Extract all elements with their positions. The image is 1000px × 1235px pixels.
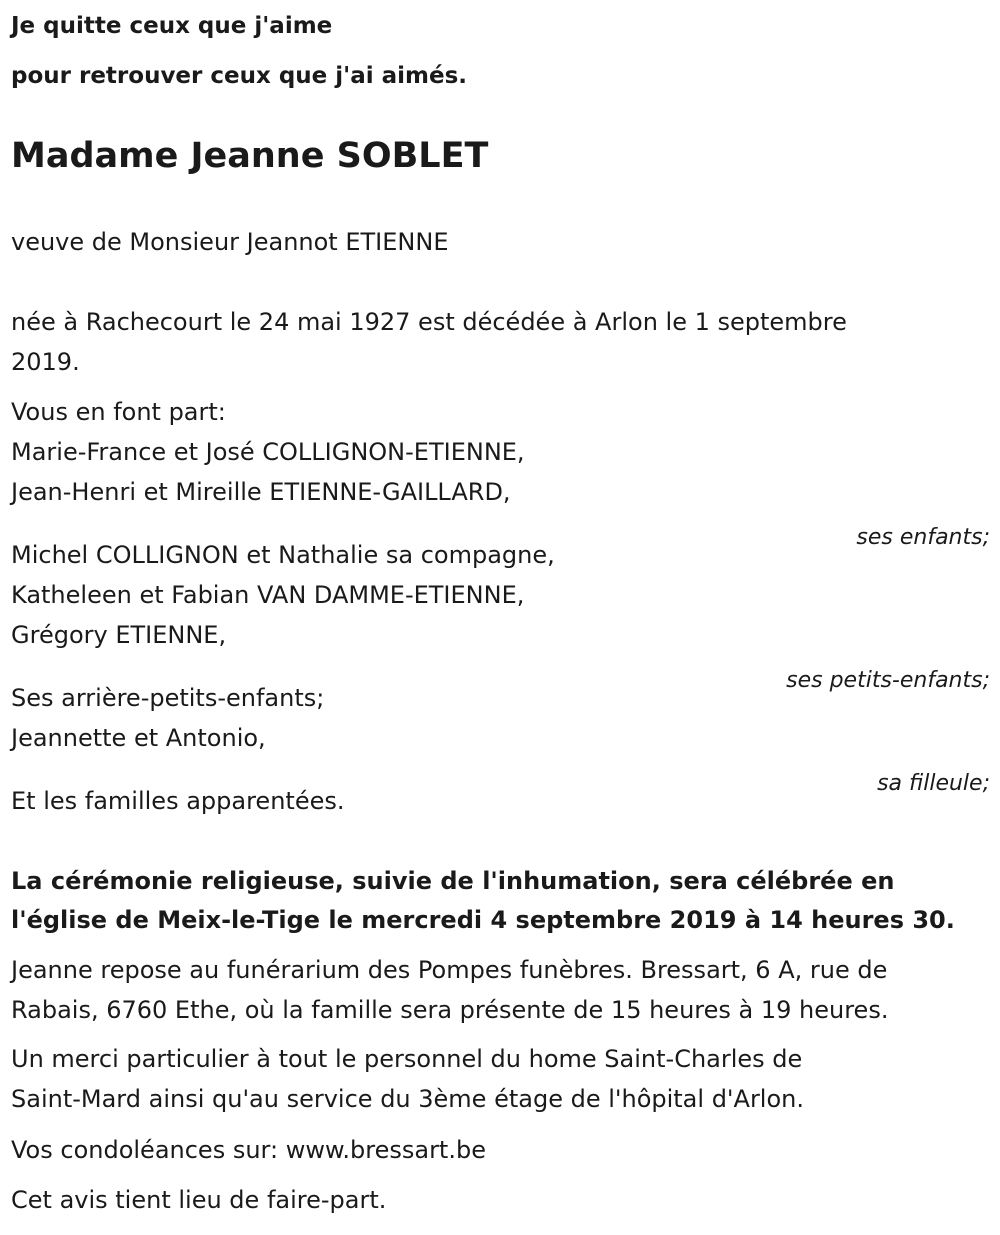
ceremony-line-2: l'église de Meix-le-Tige le mercredi 4 septembre 2019 à 14 heures 30. <box>11 906 955 934</box>
child-1: Marie-France et José COLLIGNON-ETIENNE, <box>11 438 525 466</box>
deceased-name: Madame Jeanne SOBLET <box>11 136 489 176</box>
grandchildren-role: ses petits-enfants; <box>786 668 990 693</box>
goddaughter: Jeannette et Antonio, <box>11 724 266 752</box>
thanks-line-2: Saint-Mard ainsi qu'au service du 3ème étage de l'hôpital d'Arlon. <box>11 1085 804 1113</box>
great-grandchildren: Ses arrière-petits-enfants; <box>11 684 325 712</box>
goddaughter-role: sa filleule; <box>877 771 990 796</box>
funeral-home-line-1: Jeanne repose au funérarium des Pompes funèbres. Bressart, 6 A, rue de <box>11 956 888 984</box>
children-role: ses enfants; <box>856 525 990 550</box>
widow-of: veuve de Monsieur Jeannot ETIENNE <box>11 228 449 256</box>
notice: Cet avis tient lieu de faire-part. <box>11 1186 387 1214</box>
grandchild-2: Katheleen et Fabian VAN DAMME-ETIENNE, <box>11 581 525 609</box>
condolences: Vos condoléances sur: www.bressart.be <box>11 1136 486 1164</box>
grandchild-3: Grégory ETIENNE, <box>11 621 227 649</box>
child-2: Jean-Henri et Mireille ETIENNE-GAILLARD, <box>11 478 511 506</box>
funeral-home-line-2: Rabais, 6760 Ethe, où la famille sera présente de 15 heures à 19 heures. <box>11 996 889 1024</box>
ceremony-line-1: La cérémonie religieuse, suivie de l'inhumation, sera célébrée en <box>11 867 895 895</box>
announcement-intro: Vous en font part: <box>11 398 226 426</box>
grandchild-1: Michel COLLIGNON et Nathalie sa compagne, <box>11 541 555 569</box>
birth-death-line-1: née à Rachecourt le 24 mai 1927 est décédée à Arlon le 1 septembre <box>11 308 847 336</box>
epigraph-line-2: pour retrouver ceux que j'ai aimés. <box>11 63 468 89</box>
thanks-line-1: Un merci particulier à tout le personnel du home Saint-Charles de <box>11 1045 803 1073</box>
birth-death-line-2: 2019. <box>11 348 80 376</box>
epigraph-line-1: Je quitte ceux que j'aime <box>11 13 333 39</box>
families: Et les familles apparentées. <box>11 787 345 815</box>
